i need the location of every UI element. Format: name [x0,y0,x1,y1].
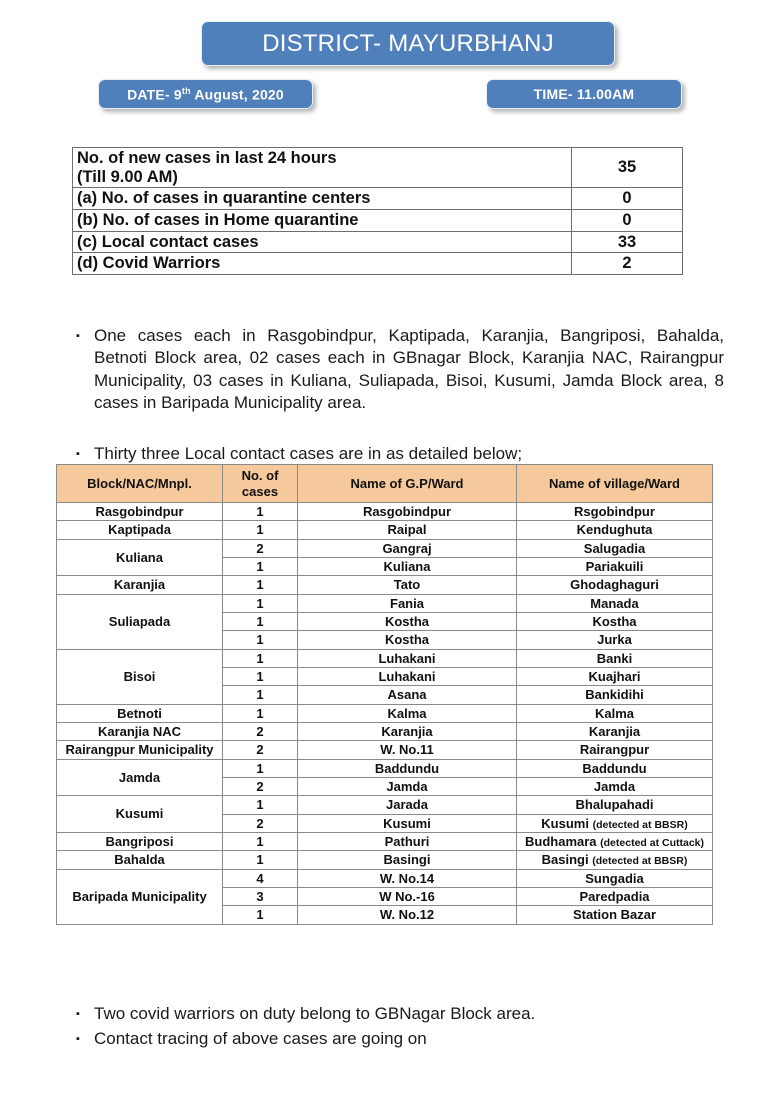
cell-gp-ward: Karanjia [298,722,517,740]
cell-block-name: Bangriposi [57,832,223,850]
table-row [57,539,713,557]
cell-no-of-cases: 1 [223,851,298,869]
cell-village-ward: Kalma [517,704,713,722]
cell-gp-ward: Pathuri [298,832,517,850]
cell-no-of-cases: 1 [223,594,298,612]
summary-label-quarantine-centers: (a) No. of cases in quarantine centers [73,188,572,210]
summary-label-line2: (Till 9.00 AM) [77,167,178,186]
cell-gp-ward: Kuliana [298,557,517,575]
bullet-paragraph-text: Thirty three Local contact cases are in as detailed below; [94,444,523,463]
table-row [57,741,713,759]
cell-village-ward: Jurka [517,631,713,649]
square-bullet-icon: ▪ [76,1008,80,1020]
cell-village-ward: Bankidihi [517,686,713,704]
cell-village-ward: Kuajhari [517,667,713,685]
cell-village-ward: Baddundu [517,759,713,777]
table-row [57,594,713,612]
district-title-text: DISTRICT- MAYURBHANJ [262,29,554,57]
footer-bullet-text: Two covid warriors on duty belong to GBNagar Block area. [94,1004,536,1023]
cell-gp-ward: Fania [298,594,517,612]
cell-village-ward: Pariakuili [517,557,713,575]
cell-gp-ward: Rasgobindpur [298,503,517,521]
cell-no-of-cases: 1 [223,503,298,521]
list-item [76,1028,736,1050]
table-row [57,521,713,539]
village-name: Kusumi [541,815,593,831]
date-banner [98,79,313,109]
square-bullet-icon: ▪ [76,1033,80,1046]
date-text: DATE- 9th August, 2020 [127,85,284,103]
cell-block-name: Suliapada [57,594,223,649]
district-title-banner [201,21,615,66]
list-item [76,1003,736,1025]
column-header-gp-ward: Name of G.P/Ward [298,465,517,503]
column-header-block: Block/NAC/Mnpl. [57,465,223,503]
cell-village-ward: Rairangpur [517,741,713,759]
cell-no-of-cases: 2 [223,777,298,795]
cell-block-name: Kusumi [57,796,223,833]
cell-block-name: Karanjia [57,576,223,594]
detail-table-head [57,465,713,503]
cell-no-of-cases: 3 [223,888,298,906]
cell-gp-ward: Luhakani [298,667,517,685]
table-row [57,649,713,667]
cell-no-of-cases: 4 [223,869,298,887]
cell-gp-ward: W. No.11 [298,741,517,759]
cell-no-of-cases: 1 [223,759,298,777]
cell-village-ward: Banki [517,649,713,667]
time-text: TIME- 11.00AM [533,86,635,102]
cell-village-ward [517,851,713,869]
cell-gp-ward: W No.-16 [298,888,517,906]
cell-gp-ward: Raipal [298,521,517,539]
cell-gp-ward: Baddundu [298,759,517,777]
cell-block-name: Betnoti [57,704,223,722]
village-name: Basingi [541,852,593,868]
cell-village-ward: Sungadia [517,869,713,887]
footer-bullet-list [76,1003,736,1054]
cell-gp-ward: Gangraj [298,539,517,557]
cell-village-ward: Kendughuta [517,521,713,539]
cell-block-name: Rasgobindpur [57,503,223,521]
table-row [73,188,683,210]
summary-label-new-cases [73,148,572,188]
time-banner [486,79,682,109]
summary-label-line1: No. of new cases in last 24 hours [77,149,337,167]
cell-no-of-cases: 1 [223,649,298,667]
table-row [73,148,683,188]
table-row [57,869,713,887]
square-bullet-icon: ▪ [76,330,80,342]
cell-no-of-cases: 2 [223,539,298,557]
village-detection-note: (detected at Cuttack) [600,836,704,849]
detail-table-body [57,503,713,925]
cell-gp-ward: Tato [298,576,517,594]
cell-village-ward: Rsgobindpur [517,503,713,521]
local-contact-cases-table [56,464,713,925]
cell-gp-ward: Luhakani [298,649,517,667]
cell-no-of-cases: 1 [223,612,298,630]
summary-value-home-quarantine: 0 [572,209,683,231]
table-row [57,576,713,594]
table-row [57,503,713,521]
cell-gp-ward: Asana [298,686,517,704]
cell-block-name: Bisoi [57,649,223,704]
column-header-no-of-cases: No. of cases [223,465,298,503]
cell-gp-ward: Jarada [298,796,517,814]
table-row [57,851,713,869]
cell-block-name: Kuliana [57,539,223,576]
cell-village-ward: Karanjia [517,722,713,740]
cell-gp-ward: W. No.14 [298,869,517,887]
cell-village-ward: Station Bazar [517,906,713,924]
cell-no-of-cases: 1 [223,686,298,704]
footer-bullet-text: Contact tracing of above cases are going on [94,1029,427,1049]
bullet-paragraph-local-contact-intro [76,443,724,465]
cell-no-of-cases: 1 [223,521,298,539]
village-detection-note: (detected at BBSR) [592,855,688,868]
summary-label-home-quarantine: (b) No. of cases in Home quarantine [73,209,572,231]
summary-table-body [73,148,683,275]
cell-village-ward: Salugadia [517,539,713,557]
cell-block-name: Karanjia NAC [57,722,223,740]
cell-no-of-cases: 1 [223,576,298,594]
cell-block-name: Baripada Municipality [57,869,223,924]
bullet-paragraph-cases-breakdown [76,325,724,415]
cell-village-ward: Bhalupahadi [517,796,713,814]
summary-label-local-contact: (c) Local contact cases [73,231,572,253]
cell-village-ward: Ghodaghaguri [517,576,713,594]
cell-no-of-cases: 1 [223,832,298,850]
cell-no-of-cases: 2 [223,722,298,740]
cell-no-of-cases: 1 [223,631,298,649]
cell-no-of-cases: 1 [223,667,298,685]
table-row [57,832,713,850]
cell-no-of-cases: 1 [223,557,298,575]
cell-village-ward [517,814,713,832]
table-row [73,253,683,275]
cell-gp-ward: Jamda [298,777,517,795]
cell-gp-ward: Kostha [298,631,517,649]
cell-block-name: Rairangpur Municipality [57,741,223,759]
summary-value-new-cases: 35 [572,148,683,188]
cell-block-name: Bahalda [57,851,223,869]
cell-no-of-cases: 1 [223,906,298,924]
cell-gp-ward: Kusumi [298,814,517,832]
bullet-paragraph-text: One cases each in Rasgobindpur, Kaptipada, Karanjia, Bangriposi, Bahalda, Betnoti Block area, 02 cases each in GBnagar Block, Karanjia NAC, Rairangpur Municipality, 03 cases in Kuliana, Suliapada, Bisoi, Kusumi, Jamda Block area, 8 cases in Baripada Municipality area. [94,326,724,413]
table-row [57,796,713,814]
cell-block-name: Kaptipada [57,521,223,539]
summary-value-quarantine-centers: 0 [572,188,683,210]
table-row [57,722,713,740]
table-row [57,759,713,777]
cell-gp-ward: Kostha [298,612,517,630]
cell-village-ward: Paredpadia [517,888,713,906]
village-name: Budhamara [525,833,601,849]
cell-village-ward [517,832,713,850]
table-row [73,209,683,231]
cell-no-of-cases: 2 [223,741,298,759]
table-header-row [57,465,713,503]
cell-gp-ward: W. No.12 [298,906,517,924]
summary-value-covid-warriors: 2 [572,253,683,275]
cell-no-of-cases: 1 [223,704,298,722]
cell-village-ward: Jamda [517,777,713,795]
summary-label-covid-warriors: (d) Covid Warriors [73,253,572,275]
date-ordinal-suffix: th [181,85,191,96]
cell-no-of-cases: 2 [223,814,298,832]
cell-gp-ward: Kalma [298,704,517,722]
cell-no-of-cases: 1 [223,796,298,814]
table-row [57,704,713,722]
cell-block-name: Jamda [57,759,223,796]
square-bullet-icon: ▪ [76,448,80,460]
cell-village-ward: Kostha [517,612,713,630]
cell-village-ward: Manada [517,594,713,612]
summary-value-local-contact: 33 [572,231,683,253]
village-detection-note: (detected at BBSR) [592,818,688,831]
column-header-village-ward: Name of village/Ward [517,465,713,503]
cell-gp-ward: Basingi [298,851,517,869]
table-row [73,231,683,253]
summary-table [72,147,683,275]
